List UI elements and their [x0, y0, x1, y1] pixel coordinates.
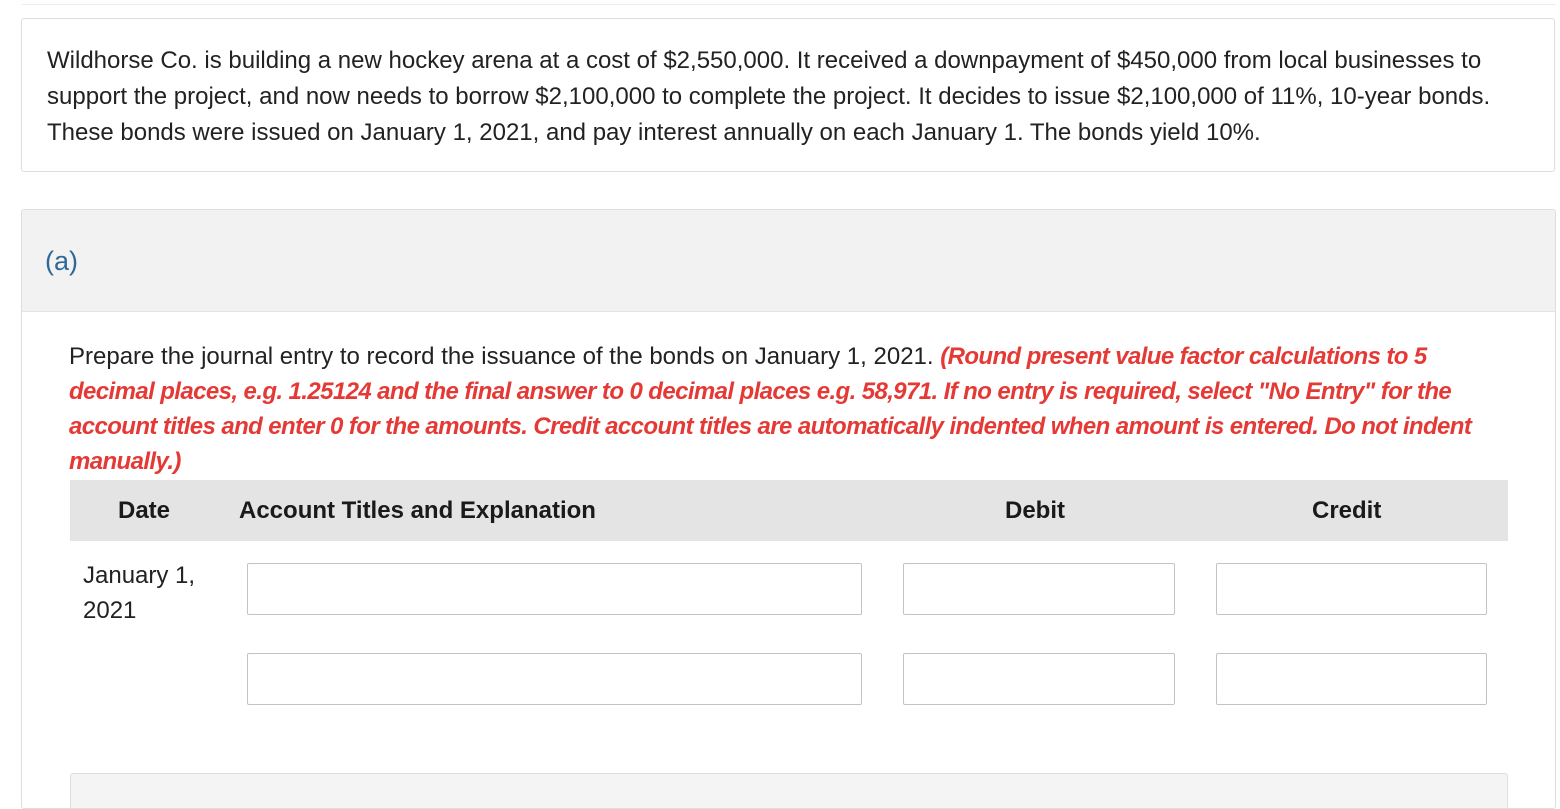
account-column-header: Account Titles and Explanation: [239, 497, 596, 524]
journal-table-header: [70, 480, 1508, 541]
debit-column-header: Debit: [1005, 497, 1065, 524]
problem-statement-text: Wildhorse Co. is building a new hockey arena at a cost of $2,550,000. It received a downpayment of $450,000 from local businesses to support the project, and now needs to borrow $2,100,000 to complete the project. It decides to issue $2,100,000 of 11%, 10-year bonds. These bonds were issued on January 1, 2021, and pay interest annually on each January 1. The bonds yield 10%.: [47, 47, 1491, 146]
date-column-header: Date: [118, 497, 171, 524]
part-label: (a): [45, 246, 78, 276]
part-a-header: [22, 210, 1555, 312]
part-a-card: [21, 209, 1556, 809]
instruction-hint: (Round present value factor calculations to 5 decimal places, e.g. 1.25124 and the final answer to 0 decimal places e.g. 58,971. If no entry is required, select "No Entry" for the account titles and enter 0 for the amounts. Credit account titles are automatically indented when amount is entered. Do not indent manually.): [69, 343, 1472, 475]
account-title-input-row-2[interactable]: [247, 653, 862, 705]
entry-date-line1: January 1,: [83, 562, 196, 589]
top-divider: [22, 4, 1556, 5]
credit-column-header: Credit: [1312, 497, 1382, 524]
entry-date-line2: 2021: [83, 597, 137, 624]
instruction-text: [69, 339, 1509, 479]
account-title-input-row-1[interactable]: [247, 563, 862, 615]
problem-statement-card: [21, 18, 1555, 172]
next-section-card: [70, 773, 1508, 809]
entry-date: [83, 558, 223, 628]
credit-input-row-1[interactable]: [1216, 563, 1487, 615]
debit-input-row-2[interactable]: [903, 653, 1175, 705]
debit-input-row-1[interactable]: [903, 563, 1175, 615]
credit-input-row-2[interactable]: [1216, 653, 1487, 705]
instruction-main: Prepare the journal entry to record the issuance of the bonds on January 1, 2021.: [69, 343, 934, 370]
